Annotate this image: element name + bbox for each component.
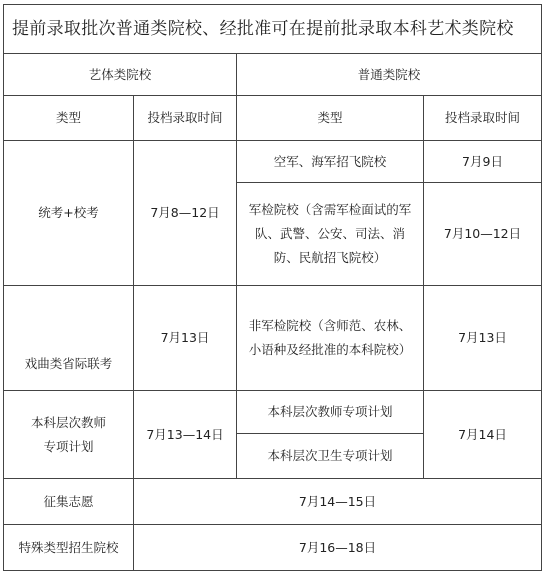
health-plan-type: 本科层次卫生专项计划	[237, 434, 424, 479]
teacher-time: 7月13—14日	[134, 391, 237, 479]
pilot-time: 7月9日	[424, 141, 542, 183]
admission-schedule-table	[3, 4, 542, 571]
title-row	[4, 5, 542, 54]
table-title: 提前录取批次普通类院校、经批准可在提前批录取本科艺术类院校	[4, 5, 542, 54]
header-time-art: 投档录取时间	[134, 96, 237, 141]
group-general: 普通类院校	[237, 54, 542, 96]
special-time: 7月16—18日	[134, 525, 542, 571]
table-row	[4, 141, 542, 183]
solicit-label: 征集志愿	[4, 479, 134, 525]
military-check-type: 军检院校（含需军检面试的军队、武警、公安、司法、消防、民航招飞院校）	[237, 183, 424, 286]
non-military-time: 7月13日	[424, 286, 542, 391]
pilot-type: 空军、海军招飞院校	[237, 141, 424, 183]
opera-time: 7月13日	[134, 286, 237, 391]
group-art: 艺体类院校	[4, 54, 237, 96]
header-type-art: 类型	[4, 96, 134, 141]
teacher-general-time: 7月14日	[424, 391, 542, 479]
solicit-time: 7月14—15日	[134, 479, 542, 525]
teacher-plan-type: 本科层次教师专项计划	[237, 391, 424, 434]
table-row	[4, 286, 542, 391]
teacher-type: 本科层次教师专项计划	[4, 391, 134, 479]
special-label: 特殊类型招生院校	[4, 525, 134, 571]
non-military-type: 非军检院校（含师范、农林、小语种及经批准的本科院校）	[237, 286, 424, 391]
table-row	[4, 479, 542, 525]
group-header-row	[4, 54, 542, 96]
header-time-general: 投档录取时间	[424, 96, 542, 141]
military-check-time: 7月10—12日	[424, 183, 542, 286]
opera-type: 戏曲类省际联考	[4, 286, 134, 391]
table-row	[4, 391, 542, 434]
unified-type: 统考+校考	[4, 141, 134, 286]
header-type-general: 类型	[237, 96, 424, 141]
table-row	[4, 525, 542, 571]
column-header-row	[4, 96, 542, 141]
unified-time: 7月8—12日	[134, 141, 237, 286]
